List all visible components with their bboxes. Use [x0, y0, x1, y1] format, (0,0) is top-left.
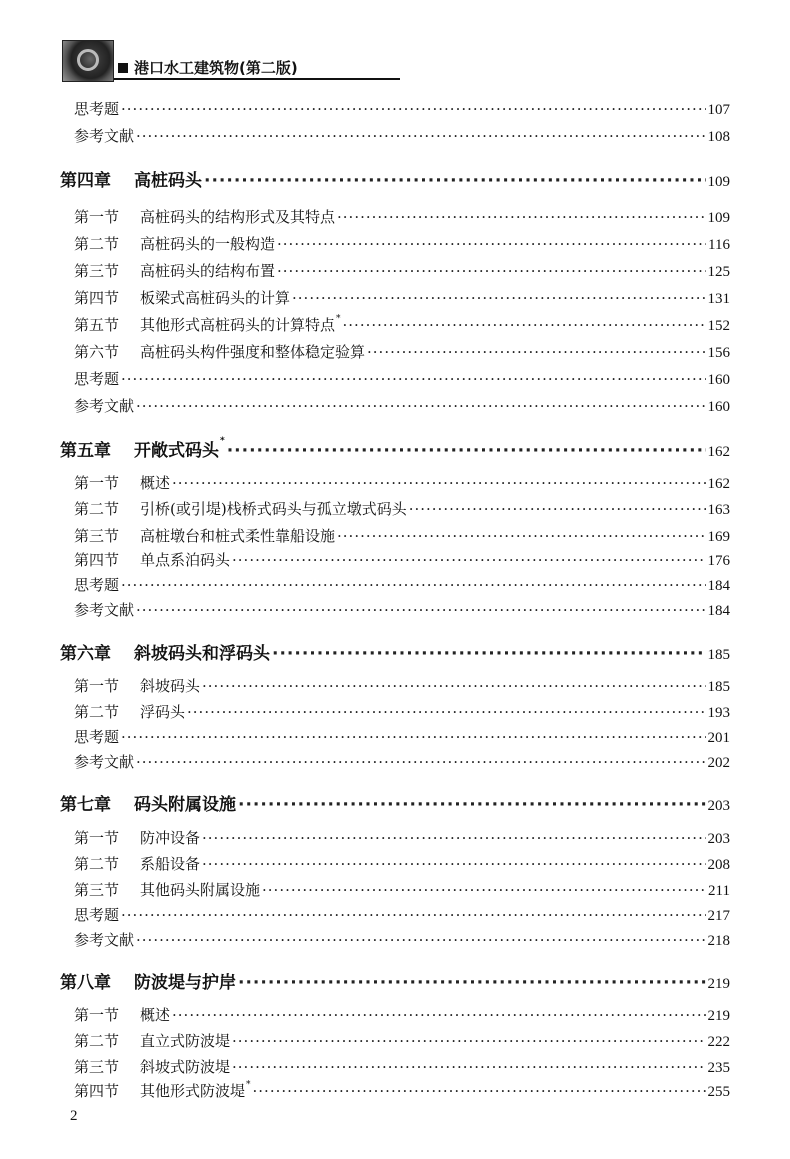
dot-leader: [367, 343, 705, 361]
toc-entry-label: [74, 472, 170, 493]
toc-entry-number: 第一节: [74, 829, 120, 847]
optional-marker: *: [336, 314, 341, 324]
toc-entry-title: 高桩码头的一般构造: [140, 235, 276, 253]
toc-entry-label: [74, 260, 275, 281]
toc-entry-label: [74, 1030, 230, 1051]
toc-entry-label: [74, 1080, 251, 1101]
toc-entry-title: 高桩码头: [134, 171, 202, 191]
toc-entry-label: [74, 368, 119, 389]
dot-leader: [232, 1058, 705, 1076]
toc-page-number: 208: [707, 857, 730, 873]
dot-leader: [204, 171, 706, 191]
optional-marker: *: [246, 1080, 251, 1090]
toc-section-entry[interactable]: [74, 314, 730, 336]
toc-page-number: 160: [707, 372, 730, 388]
toc-entry-title: 斜坡码头和浮码头: [134, 644, 270, 664]
toc-entry-label: [74, 904, 119, 925]
toc-entry-number: 第三节: [74, 527, 120, 545]
toc-page-number: 218: [707, 933, 730, 949]
dot-leader: [136, 601, 705, 619]
dot-leader: [292, 289, 705, 307]
toc-page-number: 162: [707, 444, 730, 460]
toc-entry-number: 第一节: [74, 677, 120, 695]
toc-page-number: 109: [707, 210, 730, 226]
dot-leader: [202, 855, 705, 873]
toc-entry-number: 第八章: [60, 973, 111, 993]
page-number: 2: [70, 1108, 78, 1124]
dot-leader: [136, 127, 705, 145]
toc-entry-title: 思考题: [74, 576, 120, 594]
toc-entry[interactable]: [74, 751, 730, 773]
dot-leader: [136, 931, 705, 949]
toc-section-entry[interactable]: [74, 675, 730, 697]
toc-entry-title: 思考题: [74, 100, 120, 118]
toc-entry-title: 思考题: [74, 728, 120, 746]
toc-section-entry[interactable]: [74, 879, 730, 901]
toc-entry-label: [74, 206, 335, 227]
toc-page-number: 160: [707, 399, 730, 415]
toc-page-number: 108: [707, 129, 730, 145]
toc-entry-label: [74, 98, 119, 119]
toc-entry-number: 第六节: [74, 343, 120, 361]
toc-section-entry[interactable]: [74, 525, 730, 547]
dot-leader: [172, 1006, 705, 1024]
dot-leader: [272, 644, 706, 664]
toc-page-number: 219: [707, 976, 730, 992]
toc-entry-number: 第六章: [60, 644, 111, 664]
toc-entry-label: [74, 726, 119, 747]
toc-entry[interactable]: [74, 368, 730, 390]
toc-entry-number: 第四章: [60, 171, 111, 191]
toc-entry-title: 斜坡码头: [140, 677, 201, 695]
toc-entry-number: 第二节: [74, 703, 120, 721]
toc-entry-label: [74, 341, 365, 362]
toc-entry-title: 其他形式高桩码头的计算特点: [140, 316, 336, 334]
toc-page-number: 201: [707, 730, 730, 746]
toc-page-number: 162: [707, 476, 730, 492]
toc-page-number: 219: [707, 1008, 730, 1024]
dot-leader: [337, 208, 705, 226]
toc-entry-label: [74, 574, 119, 595]
dot-leader: [136, 397, 705, 415]
toc-entry-label: [74, 701, 185, 722]
dot-leader: [202, 677, 705, 695]
toc-entry[interactable]: [74, 599, 730, 621]
toc-entry[interactable]: [74, 929, 730, 951]
toc-page-number: 184: [707, 578, 730, 594]
toc-page-number: 185: [707, 647, 730, 663]
toc-entry[interactable]: [74, 125, 730, 147]
toc-chapter-entry[interactable]: [60, 790, 730, 815]
toc-entry-number: 第五章: [60, 441, 111, 461]
toc-section-entry[interactable]: [74, 1056, 730, 1078]
toc-entry-number: 第四节: [74, 551, 120, 569]
toc-page-number: 176: [707, 553, 730, 569]
toc-entry-title: 参考文献: [74, 127, 135, 145]
toc-section-entry[interactable]: [74, 287, 730, 309]
toc-entry[interactable]: [74, 904, 730, 926]
toc-entry-label: [74, 395, 134, 416]
toc-page-number: 202: [707, 755, 730, 771]
toc-entry-label: [74, 827, 200, 848]
toc-chapter-entry[interactable]: [60, 166, 730, 191]
toc-entry-label: [74, 314, 341, 335]
toc-entry-label: [74, 929, 134, 950]
toc-entry-label: [74, 233, 275, 254]
toc-entry-number: 第二节: [74, 855, 120, 873]
toc-entry-label: [74, 1004, 170, 1025]
toc-entry-label: [60, 436, 225, 461]
toc-section-entry[interactable]: [74, 1080, 730, 1102]
toc-entry-number: 第四节: [74, 1082, 120, 1100]
toc-entry-number: 第一节: [74, 474, 120, 492]
dot-leader: [187, 703, 705, 721]
toc-entry-number: 第二节: [74, 235, 120, 253]
dot-leader: [253, 1082, 706, 1100]
toc-section-entry[interactable]: [74, 1004, 730, 1026]
dot-leader: [238, 973, 706, 993]
dot-leader: [238, 795, 706, 815]
dot-leader: [232, 551, 705, 569]
toc-entry-title: 思考题: [74, 906, 120, 924]
toc-entry-title: 系船设备: [140, 855, 201, 873]
toc-section-entry[interactable]: [74, 827, 730, 849]
toc-section-entry[interactable]: [74, 1030, 730, 1052]
toc-entry-title: 参考文献: [74, 601, 135, 619]
toc-page-number: 255: [707, 1084, 730, 1100]
toc-chapter-entry[interactable]: [60, 639, 730, 664]
toc-entry-number: 第一节: [74, 208, 120, 226]
toc-entry-title: 概述: [140, 1006, 171, 1024]
toc-entry-title: 板梁式高桩码头的计算: [140, 289, 291, 307]
toc-section-entry[interactable]: [74, 206, 730, 228]
toc-page-number: 203: [707, 831, 730, 847]
dot-leader: [121, 100, 705, 118]
toc-page-number: 163: [707, 502, 730, 518]
toc-entry-number: 第五节: [74, 316, 120, 334]
dot-leader: [121, 576, 705, 594]
dot-leader: [227, 441, 706, 461]
toc-page-number: 131: [707, 291, 730, 307]
toc-entry-label: [74, 1056, 230, 1077]
toc-entry-number: 第三节: [74, 881, 120, 899]
toc-section-entry[interactable]: [74, 853, 730, 875]
toc-page-number: 193: [707, 705, 730, 721]
toc-page-number: 222: [707, 1034, 730, 1050]
toc-entry-title: 码头附属设施: [134, 795, 236, 815]
toc-entry[interactable]: [74, 726, 730, 748]
toc-entry-title: 高桩码头的结构布置: [140, 262, 276, 280]
toc-entry-title: 斜坡式防波堤: [140, 1058, 231, 1076]
toc-entry[interactable]: [74, 98, 730, 120]
toc-page-number: 169: [707, 529, 730, 545]
toc-section-entry[interactable]: [74, 341, 730, 363]
toc-entry-label: [74, 549, 230, 570]
toc-entry-label: [74, 675, 200, 696]
toc-page-number: 152: [707, 318, 730, 334]
toc-chapter-entry[interactable]: [60, 436, 730, 461]
toc-section-entry[interactable]: [74, 233, 730, 255]
dot-leader: [262, 881, 706, 899]
dot-leader: [232, 1032, 705, 1050]
toc-entry-label: [60, 790, 236, 815]
toc-entry-number: 第二节: [74, 1032, 120, 1050]
dot-leader: [136, 753, 705, 771]
dot-leader: [121, 728, 705, 746]
toc-chapter-entry[interactable]: [60, 968, 730, 993]
toc-entry-title: 思考题: [74, 370, 120, 388]
dot-leader: [277, 235, 706, 253]
toc-entry-label: [74, 751, 134, 772]
toc-entry-number: 第一节: [74, 1006, 120, 1024]
optional-marker: *: [220, 436, 225, 446]
toc-section-entry[interactable]: [74, 498, 730, 520]
toc-entry-label: [74, 525, 335, 546]
toc-page-number: 235: [707, 1060, 730, 1076]
toc-entry-title: 引桥(或引堤)栈桥式码头与孤立墩式码头: [140, 500, 407, 518]
toc-entry-title: 其他形式防波堤: [140, 1082, 246, 1100]
dot-leader: [121, 906, 705, 924]
toc-entry-title: 高桩码头的结构形式及其特点: [140, 208, 336, 226]
toc-entry-title: 开敞式码头: [134, 441, 219, 461]
toc-section-entry[interactable]: [74, 472, 730, 494]
toc-page-number: 185: [707, 679, 730, 695]
toc-entry-label: [60, 166, 202, 191]
toc-entry-label: [74, 879, 260, 900]
toc-page-number: 211: [708, 883, 730, 899]
toc-entry-number: 第四节: [74, 289, 120, 307]
header-title: 港口水工建筑物(第二版): [134, 59, 298, 77]
toc-entry-title: 参考文献: [74, 931, 135, 949]
toc-entry-number: 第三节: [74, 1058, 120, 1076]
dot-leader: [343, 316, 706, 334]
dot-leader: [337, 527, 705, 545]
dot-leader: [121, 370, 705, 388]
toc-entry-number: 第二节: [74, 500, 120, 518]
toc-entry-label: [74, 853, 200, 874]
toc-page-number: 125: [707, 264, 730, 280]
dot-leader: [202, 829, 705, 847]
toc-entry-label: [60, 639, 270, 664]
toc-entry-label: [60, 968, 236, 993]
toc-entry-label: [74, 498, 407, 519]
dot-leader: [172, 474, 705, 492]
toc-page-number: 116: [708, 237, 730, 253]
toc-entry-label: [74, 599, 134, 620]
toc-page-number: 217: [707, 908, 730, 924]
toc-page-number: 107: [707, 102, 730, 118]
toc-entry-title: 防冲设备: [140, 829, 201, 847]
toc-section-entry[interactable]: [74, 549, 730, 571]
toc-entry-title: 其他码头附属设施: [140, 881, 261, 899]
toc-entry-title: 参考文献: [74, 753, 135, 771]
toc-section-entry[interactable]: [74, 701, 730, 723]
toc-entry-title: 单点系泊码头: [140, 551, 231, 569]
toc-entry-title: 高桩墩台和桩式柔性靠船设施: [140, 527, 336, 545]
toc-page-number: 203: [707, 798, 730, 814]
dot-leader: [277, 262, 705, 280]
toc-section-entry[interactable]: [74, 260, 730, 282]
toc-entry[interactable]: [74, 574, 730, 596]
toc-page-number: 184: [707, 603, 730, 619]
toc-entry-label: [74, 287, 290, 308]
toc-entry-number: 第七章: [60, 795, 111, 815]
dot-leader: [409, 500, 706, 518]
toc-entry-title: 概述: [140, 474, 171, 492]
toc-page-number: 156: [707, 345, 730, 361]
toc-entry-number: 第三节: [74, 262, 120, 280]
toc-entry-title: 参考文献: [74, 397, 135, 415]
toc-entry-label: [74, 125, 134, 146]
toc-entry-title: 浮码头: [140, 703, 186, 721]
toc-entry[interactable]: [74, 395, 730, 417]
toc-entry-title: 直立式防波堤: [140, 1032, 231, 1050]
toc-page-number: 109: [707, 174, 730, 190]
toc-entry-title: 高桩码头构件强度和整体稳定验算: [140, 343, 366, 361]
toc-entry-title: 防波堤与护岸: [134, 973, 236, 993]
